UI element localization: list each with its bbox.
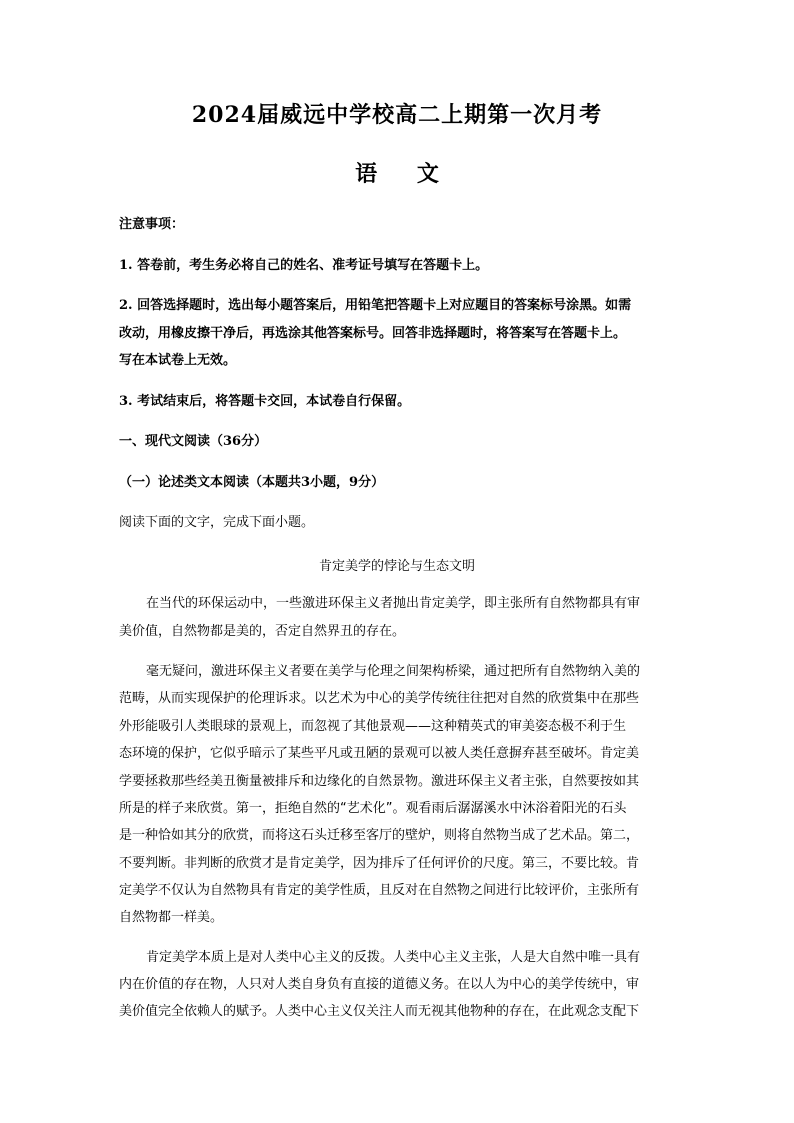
section-subheading: （一）论述类文本阅读（本题共3小题，9分） bbox=[119, 475, 385, 490]
article-line: 是一种恰如其分的欣赏，而将这石头迁移至客厅的壁炉，则将自然物当成了艺术品。第二， bbox=[119, 828, 640, 843]
article-line: 内在价值的存在物，人只对人类自身负有直接的道德义务。在以人为中心的美学传统中，审 bbox=[119, 977, 640, 992]
notice-heading: 注意事项： bbox=[119, 217, 185, 232]
notice-item-2-line-1: 2. 回答选择题时，选出每小题答案后，用铅笔把答题卡上对应题目的答案标号涂黑。如需 bbox=[119, 298, 632, 313]
article-line: 定美学不仅认为自然物具有肯定的美学性质，且反对在自然物之间进行比较评价，主张所有 bbox=[119, 883, 640, 898]
article-line: 自然物都一样美。 bbox=[119, 910, 224, 925]
section-instruction: 阅读下面的文字，完成下面小题。 bbox=[119, 515, 315, 530]
notice-item-1: 1. 答卷前，考生务必将自己的姓名、准考证号填写在答题卡上。 bbox=[119, 258, 489, 273]
article-line: 范畴，从而实现保护的伦理诉求。以艺术为中心的美学传统往往把对自然的欣赏集中在那些 bbox=[119, 691, 640, 706]
article-line: 外形能吸引人类眼球的景观上，而忽视了其他景观——这种精英式的审美姿态极不利于生 bbox=[119, 719, 627, 734]
article-line: 美价值，自然物都是美的，否定自然界丑的存在。 bbox=[119, 624, 406, 639]
notice-item-2-line-2: 改动，用橡皮擦干净后，再选涂其他答案标号。回答非选择题时，将答案写在答题卡上。 bbox=[119, 326, 627, 341]
exam-title: 2024届威远中学校高二上期第一次月考 bbox=[191, 102, 603, 128]
article-line: 毫无疑问，激进环保主义者要在美学与伦理之间架构桥梁，通过把所有自然物纳入美的 bbox=[146, 664, 641, 679]
article-line: 不要判断。非判断的欣赏才是肯定美学，因为排斥了任何评价的尺度。第三，不要比较。肯 bbox=[119, 856, 640, 871]
notice-item-2-line-3: 写在本试卷上无效。 bbox=[119, 353, 237, 368]
article-line: 在当代的环保运动中，一些激进环保主义者抛出肯定美学，即主张所有自然物都具有审 bbox=[146, 596, 641, 611]
article-line: 肯定美学本质上是对人类中心主义的反拨。人类中心主义主张，人是大自然中唯一具有 bbox=[146, 950, 641, 965]
article-line: 态环境的保护，它似乎暗示了某些平凡或丑陋的景观可以被人类任意摒弃甚至破坏。肯定美 bbox=[119, 746, 640, 761]
notice-item-3: 3. 考试结束后，将答题卡交回，本试卷自行保留。 bbox=[119, 394, 411, 409]
section-heading: 一、现代文阅读（36分） bbox=[119, 434, 268, 449]
article-line: 所是的样子来欣赏。第一，拒绝自然的“艺术化”。观看雨后潺潺溪水中沐浴着阳光的石头 bbox=[119, 801, 627, 816]
subject-heading: 语 文 bbox=[355, 161, 439, 187]
article-line: 美价值完全依赖人的赋予。人类中心主义仅关注人而无视其他物种的存在，在此观念支配下 bbox=[119, 1004, 640, 1019]
article-line: 学要拯救那些经美丑衡量被排斥和边缘化的自然景物。激进环保主义者主张，自然要按如其 bbox=[119, 774, 640, 789]
article-title: 肯定美学的悖论与生态文明 bbox=[318, 559, 475, 574]
